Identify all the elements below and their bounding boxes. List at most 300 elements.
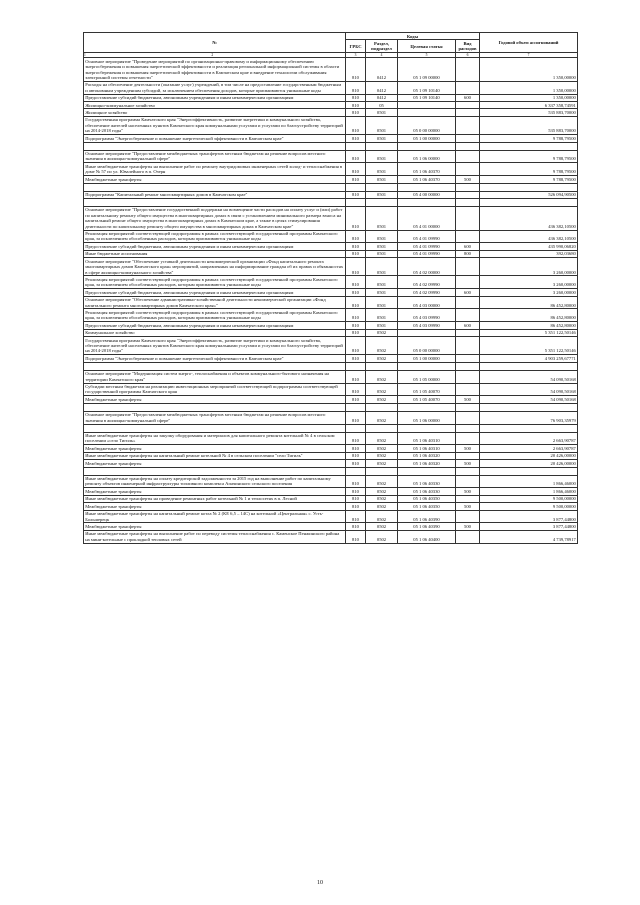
row-name: Иные межбюджетные трансферты на капитальный ремонт котельной № 4 в сельском поселении "село Тигиль" bbox=[84, 452, 346, 459]
row-razdel: 0501 bbox=[366, 206, 398, 230]
row-vid: 500 bbox=[456, 523, 480, 530]
table-row bbox=[84, 411, 578, 424]
row-grbs: 810 bbox=[346, 230, 366, 243]
table-row bbox=[84, 191, 578, 198]
row-name: Основное мероприятие "Предоставление межбюджетных трансфертов местным бюджетам на решение вопросов местного значения в жилищно-коммунальной сфере" bbox=[84, 411, 346, 424]
row-target: 05 1 06 40350 bbox=[398, 503, 456, 510]
row-amount: 9 788,79500 bbox=[480, 176, 578, 183]
row-amount: 2 663,90787 bbox=[480, 445, 578, 452]
row-grbs: 810 bbox=[346, 495, 366, 502]
row-razdel: 0502 bbox=[366, 460, 398, 467]
table-row bbox=[84, 109, 578, 116]
row-grbs: 810 bbox=[346, 530, 366, 543]
row-name: Реализация мероприятий соответствующей подпрограммы в рамках соответствующей государственной программы Камчатского края, за исключением обособленных расходов, которым присваиваются уникальные коды bbox=[84, 230, 346, 243]
row-target: 05 4 01 00000 bbox=[398, 206, 456, 230]
row-vid bbox=[456, 452, 480, 459]
row-target: 05 1 09 10140 bbox=[398, 94, 456, 101]
row-vid bbox=[456, 109, 480, 116]
row-grbs: 810 bbox=[346, 58, 366, 82]
row-name: Предоставление субсидий бюджетным, автономным учреждениям и иным некоммерческим организациям bbox=[84, 289, 346, 296]
row-target bbox=[398, 424, 456, 432]
colnum-6: 6 bbox=[456, 53, 480, 58]
row-name: Подпрограмма "Энергосбережение и повышение энергетической эффективности в Камчатском крае" bbox=[84, 135, 346, 142]
header-target: Целевая статья bbox=[398, 40, 456, 53]
row-grbs: 810 bbox=[346, 206, 366, 230]
table-row bbox=[84, 362, 578, 370]
table-row bbox=[84, 296, 578, 309]
row-target bbox=[398, 403, 456, 411]
row-amount: 9 500,00000 bbox=[480, 495, 578, 502]
row-razdel: 0502 bbox=[366, 370, 398, 383]
row-name: Основное мероприятие "Предоставление межбюджетных трансфертов местным бюджетам на решение вопросов местного значения в жилищно-коммунальной сфере" bbox=[84, 150, 346, 163]
row-razdel: 05 bbox=[366, 102, 398, 109]
row-razdel bbox=[366, 424, 398, 432]
row-razdel: 0502 bbox=[366, 503, 398, 510]
row-name bbox=[84, 183, 346, 191]
row-razdel: 0501 bbox=[366, 276, 398, 289]
row-vid bbox=[456, 81, 480, 94]
row-vid bbox=[456, 230, 480, 243]
row-name: Иные межбюджетные трансферты на выполнение работ по переводу системы теплоснабжения с. Каменское Пенжинского района на мини-котельные с прокладкой тепловых сетей bbox=[84, 530, 346, 543]
row-grbs: 810 bbox=[346, 475, 366, 488]
table-row bbox=[84, 206, 578, 230]
row-grbs: 810 bbox=[346, 370, 366, 383]
row-amount: 86 452,80000 bbox=[480, 296, 578, 309]
row-amount: 9 500,00000 bbox=[480, 503, 578, 510]
row-grbs: 810 bbox=[346, 258, 366, 276]
budget-table bbox=[83, 32, 578, 544]
row-grbs: 810 bbox=[346, 337, 366, 355]
row-name: Межбюджетные трансферты bbox=[84, 445, 346, 452]
table-row bbox=[84, 163, 578, 176]
row-amount bbox=[480, 467, 578, 475]
row-vid bbox=[456, 116, 480, 134]
row-razdel: 0502 bbox=[366, 488, 398, 495]
row-razdel: 0501 bbox=[366, 135, 398, 142]
row-amount: 1 350,00000 bbox=[480, 94, 578, 101]
row-amount: 4 903 259,67771 bbox=[480, 355, 578, 362]
colnum-7: 7 bbox=[480, 53, 578, 58]
row-razdel: 0501 bbox=[366, 258, 398, 276]
row-name: Подпрограмма "Энергосбережение и повышение энергетической эффективности в Камчатском крае" bbox=[84, 355, 346, 362]
row-razdel: 0501 bbox=[366, 230, 398, 243]
row-name: Основное мероприятие "Предоставление государственной поддержки на возмещение части расходов на оплату услуг и (или) работ по капитальному ремонту общего имущества в многоквартирных домах в связи с установлением минимального размера взноса на капитальный ремонт общего имущества в многоквартирных домах в Камчатском крае, а также в целях стимулирования деятельности по капитальному ремонту общего имущества в многоквартирных домах в Камчатском крае" bbox=[84, 206, 346, 230]
row-vid bbox=[456, 475, 480, 488]
row-target: 05 1 05 40070 bbox=[398, 383, 456, 396]
row-target: 05 1 00 00000 bbox=[398, 355, 456, 362]
row-target: 05 4 01 09990 bbox=[398, 250, 456, 257]
row-vid: 500 bbox=[456, 445, 480, 452]
row-razdel bbox=[366, 183, 398, 191]
row-vid bbox=[456, 510, 480, 523]
row-name: Предоставление субсидий бюджетным, автономным учреждениям и иным некоммерческим организациям bbox=[84, 243, 346, 250]
row-grbs: 810 bbox=[346, 383, 366, 396]
row-vid: 500 bbox=[456, 460, 480, 467]
row-amount: 5 351 122,50146 bbox=[480, 329, 578, 336]
table-row bbox=[84, 445, 578, 452]
table-row bbox=[84, 510, 578, 523]
row-grbs bbox=[346, 198, 366, 206]
row-target bbox=[398, 329, 456, 336]
row-vid bbox=[456, 135, 480, 142]
row-name: Предоставление субсидий бюджетным, автономным учреждениям и иным некоммерческим организациям bbox=[84, 322, 346, 329]
row-name: Основное мероприятие "Обеспечение уставной деятельности некоммерческой организации «Фонд капитального ремонта многоквартирных домов Камчатского края» мероприятий, направленных на информирование граждан об их правах и обязанностях в сфере жилищно-коммунального хозяйства" bbox=[84, 258, 346, 276]
row-razdel: 0502 bbox=[366, 452, 398, 459]
row-grbs bbox=[346, 362, 366, 370]
row-name: Межбюджетные трансферты bbox=[84, 523, 346, 530]
row-grbs: 810 bbox=[346, 355, 366, 362]
table-row bbox=[84, 258, 578, 276]
row-razdel: 0501 bbox=[366, 109, 398, 116]
row-amount bbox=[480, 142, 578, 150]
row-razdel bbox=[366, 362, 398, 370]
row-razdel bbox=[366, 198, 398, 206]
colnum-4: 4 bbox=[366, 53, 398, 58]
row-target: 05 1 06 40330 bbox=[398, 475, 456, 488]
row-target bbox=[398, 467, 456, 475]
row-target: 05 1 00 00000 bbox=[398, 135, 456, 142]
row-grbs: 810 bbox=[346, 329, 366, 336]
row-target: 05 1 09 00000 bbox=[398, 58, 456, 82]
row-grbs: 810 bbox=[346, 523, 366, 530]
table-row bbox=[84, 530, 578, 543]
row-razdel: 0502 bbox=[366, 475, 398, 488]
row-razdel: 0501 bbox=[366, 116, 398, 134]
table-row bbox=[84, 460, 578, 467]
row-razdel: 0501 bbox=[366, 250, 398, 257]
row-amount bbox=[480, 403, 578, 411]
table-row bbox=[84, 250, 578, 257]
table-row bbox=[84, 150, 578, 163]
row-name: Межбюджетные трансферты bbox=[84, 460, 346, 467]
row-name: Межбюджетные трансферты bbox=[84, 396, 346, 403]
table-row bbox=[84, 176, 578, 183]
row-target bbox=[398, 198, 456, 206]
row-vid: 600 bbox=[456, 322, 480, 329]
row-name: Основное мероприятие "Модернизация систем энерго-, теплоснабжения и объектов коммунального-бытового назначения на территории Камчатского края" bbox=[84, 370, 346, 383]
row-target: 05 1 06 40370 bbox=[398, 176, 456, 183]
row-amount bbox=[480, 362, 578, 370]
row-vid bbox=[456, 276, 480, 289]
row-vid: 600 bbox=[456, 243, 480, 250]
row-amount: 526 094,90500 bbox=[480, 191, 578, 198]
colnum-2: 2 bbox=[211, 53, 214, 58]
row-name bbox=[84, 424, 346, 432]
colnum-3: 3 bbox=[346, 53, 366, 58]
row-razdel: 0501 bbox=[366, 243, 398, 250]
row-grbs: 810 bbox=[346, 276, 366, 289]
row-target: 05 1 06 40320 bbox=[398, 452, 456, 459]
row-vid bbox=[456, 355, 480, 362]
table-row bbox=[84, 58, 578, 82]
table-row bbox=[84, 337, 578, 355]
table-row bbox=[84, 102, 578, 109]
row-name: Государственная программа Камчатского края "Энергоэффективность, развитие энергетики и коммунального хозяйства, обеспечение жителей населенных пунктов Камчатского края коммунальными услугами и услугами по благоустройству территорий на 2014-2018 годы" bbox=[84, 116, 346, 134]
row-razdel: 0501 bbox=[366, 322, 398, 329]
row-target: 05 1 06 40400 bbox=[398, 530, 456, 543]
table-row bbox=[84, 276, 578, 289]
row-target: 05 4 00 00000 bbox=[398, 191, 456, 198]
row-target: 05 1 05 00000 bbox=[398, 370, 456, 383]
row-amount: 3 877,44800 bbox=[480, 523, 578, 530]
row-vid bbox=[456, 495, 480, 502]
row-target bbox=[398, 109, 456, 116]
row-grbs: 810 bbox=[346, 452, 366, 459]
table-row bbox=[84, 488, 578, 495]
table-row bbox=[84, 383, 578, 396]
row-vid bbox=[456, 530, 480, 543]
row-amount: 3 260,00000 bbox=[480, 276, 578, 289]
row-name: Подпрограмма "Капитальный ремонт многоквартирных домов в Камчатском крае" bbox=[84, 191, 346, 198]
row-vid: 500 bbox=[456, 176, 480, 183]
header-annual: Годовой объем ассигнований bbox=[480, 33, 578, 53]
row-name: Основное мероприятие "Проведение мероприятий по организационно-правовому и информационному обеспечению энергосбережения и повышения энергетической эффективности и реализация региональной информационной системы в области энергосбережения и повышения энергетической эффективности в Камчатском крае и внедрение технологии обслуживания электронной системы отчетности" bbox=[84, 58, 346, 82]
row-vid bbox=[456, 150, 480, 163]
row-target: 05 1 06 00000 bbox=[398, 150, 456, 163]
row-razdel: 0502 bbox=[366, 337, 398, 355]
row-amount: 3 260,00000 bbox=[480, 289, 578, 296]
row-amount bbox=[480, 183, 578, 191]
row-razdel: 0502 bbox=[366, 329, 398, 336]
row-grbs bbox=[346, 183, 366, 191]
row-razdel bbox=[366, 467, 398, 475]
row-target: 05 1 06 40390 bbox=[398, 510, 456, 523]
table-row bbox=[84, 289, 578, 296]
row-target: 05 4 02 09990 bbox=[398, 289, 456, 296]
row-vid bbox=[456, 142, 480, 150]
row-vid bbox=[456, 183, 480, 191]
row-grbs: 810 bbox=[346, 309, 366, 322]
table-row bbox=[84, 370, 578, 383]
row-razdel bbox=[366, 403, 398, 411]
row-amount: 3 877,44800 bbox=[480, 510, 578, 523]
row-vid bbox=[456, 296, 480, 309]
row-razdel: 0412 bbox=[366, 81, 398, 94]
table-row bbox=[84, 142, 578, 150]
row-razdel: 0502 bbox=[366, 445, 398, 452]
row-amount: 20 426,00000 bbox=[480, 460, 578, 467]
page-number: 10 bbox=[317, 880, 323, 886]
row-vid bbox=[456, 58, 480, 82]
row-amount: 9 788,79500 bbox=[480, 163, 578, 176]
row-name bbox=[84, 142, 346, 150]
row-grbs bbox=[346, 142, 366, 150]
row-vid: 500 bbox=[456, 396, 480, 403]
row-name: Государственная программа Камчатского края "Энергоэффективность, развитие энергетики и коммунального хозяйства, обеспечение жителей населенных пунктов Камчатского края коммунальными услугами и услугами по благоустройству территорий на 2014-2018 годы" bbox=[84, 337, 346, 355]
row-target bbox=[398, 362, 456, 370]
row-razdel: 0502 bbox=[366, 530, 398, 543]
row-name: Иные межбюджетные трансферты на капитальный ремонт котла № 2 (КЕ 6,5 – 14С) на котельной «Центральная» с. Усть-Большерецк bbox=[84, 510, 346, 523]
row-target: 05 1 06 40390 bbox=[398, 523, 456, 530]
row-grbs: 810 bbox=[346, 102, 366, 109]
row-target bbox=[398, 142, 456, 150]
row-name: Иные межбюджетные трансферты на проведение ремонтных работ котельной № 1 и теплосетях в п. Лесной bbox=[84, 495, 346, 502]
row-amount: 54 090,50168 bbox=[480, 396, 578, 403]
row-target: 05 1 06 40310 bbox=[398, 445, 456, 452]
row-amount: 535 883,70000 bbox=[480, 116, 578, 134]
row-name: Иные межбюджетные трансферты на закупку оборудования и материалов для капитального ремонта котельной № 4 в сельском поселении «село Тигиль» bbox=[84, 432, 346, 445]
row-vid bbox=[456, 370, 480, 383]
row-target: 05 4 01 09990 bbox=[398, 243, 456, 250]
row-amount: 9 788,79500 bbox=[480, 135, 578, 142]
row-target: 05 1 06 00000 bbox=[398, 411, 456, 424]
row-target: 05 4 02 09990 bbox=[398, 276, 456, 289]
header-number: № bbox=[84, 33, 346, 53]
colnum-1: 1 2 bbox=[84, 53, 346, 58]
row-razdel: 0501 bbox=[366, 191, 398, 198]
row-grbs: 810 bbox=[346, 488, 366, 495]
row-vid: 600 bbox=[456, 289, 480, 296]
row-name: Жилищно-коммунальное хозяйство bbox=[84, 102, 346, 109]
row-name: Иные бюджетные ассигнования bbox=[84, 250, 346, 257]
row-target: 05 4 02 00000 bbox=[398, 258, 456, 276]
row-vid: 600 bbox=[456, 94, 480, 101]
colnum-5: 5 bbox=[398, 53, 456, 58]
row-vid: 500 bbox=[456, 488, 480, 495]
row-target: 05 1 06 40350 bbox=[398, 495, 456, 502]
row-vid bbox=[456, 309, 480, 322]
row-vid bbox=[456, 432, 480, 445]
header-codes: Коды bbox=[346, 33, 480, 40]
row-razdel: 0502 bbox=[366, 396, 398, 403]
row-vid bbox=[456, 467, 480, 475]
row-amount: 6 337 358,74591 bbox=[480, 102, 578, 109]
row-grbs: 810 bbox=[346, 109, 366, 116]
row-grbs bbox=[346, 403, 366, 411]
row-vid bbox=[456, 411, 480, 424]
row-vid bbox=[456, 329, 480, 336]
table-row bbox=[84, 94, 578, 101]
row-target: 05 1 06 40310 bbox=[398, 432, 456, 445]
row-amount bbox=[480, 424, 578, 432]
row-razdel: 0412 bbox=[366, 94, 398, 101]
table-row bbox=[84, 322, 578, 329]
row-grbs: 810 bbox=[346, 163, 366, 176]
row-amount: 1 350,00000 bbox=[480, 81, 578, 94]
row-amount: 20 426,00000 bbox=[480, 452, 578, 459]
row-target: 05 4 03 09990 bbox=[398, 322, 456, 329]
row-target: 05 1 06 40370 bbox=[398, 163, 456, 176]
table-row bbox=[84, 309, 578, 322]
row-grbs: 810 bbox=[346, 135, 366, 142]
row-razdel: 0502 bbox=[366, 495, 398, 502]
row-amount: 436 382,10500 bbox=[480, 230, 578, 243]
row-razdel: 0501 bbox=[366, 296, 398, 309]
row-name: Иные межбюджетные трансферты на оплату кредиторской задолженности за 2015 год на выполнение работ по капитальному ремонту объектов инженерной инфраструктуры топливного комплекса Апачинского сельского поселения bbox=[84, 475, 346, 488]
row-razdel: 0501 bbox=[366, 150, 398, 163]
row-name: Реализация мероприятий соответствующей подпрограммы в рамках соответствующей государственной программы Камчатского края, за исключением обособленных расходов, которым присваиваются уникальные коды bbox=[84, 309, 346, 322]
row-grbs: 810 bbox=[346, 250, 366, 257]
row-amount: 4 739,78917 bbox=[480, 530, 578, 543]
table-row bbox=[84, 503, 578, 510]
row-name: Межбюджетные трансферты bbox=[84, 488, 346, 495]
row-vid: 500 bbox=[456, 503, 480, 510]
row-name bbox=[84, 198, 346, 206]
row-razdel: 0501 bbox=[366, 309, 398, 322]
table-row bbox=[84, 355, 578, 362]
row-target bbox=[398, 102, 456, 109]
row-grbs bbox=[346, 424, 366, 432]
row-amount: 9 788,79500 bbox=[480, 150, 578, 163]
table-row bbox=[84, 452, 578, 459]
row-target: 05 0 00 00000 bbox=[398, 116, 456, 134]
table-row bbox=[84, 523, 578, 530]
row-target: 05 1 09 10140 bbox=[398, 81, 456, 94]
row-name: Реализация мероприятий соответствующей подпрограммы в рамках соответствующей государственной программы Камчатского края, за исключением обособленных расходов, которым присваиваются уникальные коды bbox=[84, 276, 346, 289]
row-grbs: 810 bbox=[346, 460, 366, 467]
table-row bbox=[84, 135, 578, 142]
row-amount: 5 351 122,50146 bbox=[480, 337, 578, 355]
row-razdel: 0501 bbox=[366, 163, 398, 176]
table-body bbox=[84, 53, 578, 543]
row-amount: 436 382,10500 bbox=[480, 206, 578, 230]
row-grbs: 810 bbox=[346, 510, 366, 523]
row-grbs: 810 bbox=[346, 289, 366, 296]
header-grbs: ГРБС bbox=[346, 40, 366, 53]
row-grbs: 810 bbox=[346, 503, 366, 510]
row-vid bbox=[456, 258, 480, 276]
row-vid bbox=[456, 383, 480, 396]
row-vid: 800 bbox=[456, 250, 480, 257]
table-row bbox=[84, 243, 578, 250]
row-name: Коммунальное хозяйство bbox=[84, 329, 346, 336]
row-razdel: 0502 bbox=[366, 355, 398, 362]
table-row bbox=[84, 475, 578, 488]
row-amount: 535 883,70000 bbox=[480, 109, 578, 116]
row-razdel: 0502 bbox=[366, 432, 398, 445]
row-vid bbox=[456, 424, 480, 432]
row-razdel: 0412 bbox=[366, 58, 398, 82]
row-razdel: 0502 bbox=[366, 510, 398, 523]
row-target bbox=[398, 183, 456, 191]
row-grbs: 810 bbox=[346, 322, 366, 329]
row-vid bbox=[456, 206, 480, 230]
row-grbs: 810 bbox=[346, 243, 366, 250]
row-name: Межбюджетные трансферты bbox=[84, 176, 346, 183]
row-amount: 86 452,80000 bbox=[480, 309, 578, 322]
row-grbs: 810 bbox=[346, 396, 366, 403]
row-name: Расходы на обеспечение деятельности (оказание услуг) учреждений, в том числе на предоставление государственным бюджетным и автономным учреждениям субсидий, за исключением обеспечения доходов, которые присваиваются уникальные коды bbox=[84, 81, 346, 94]
row-target: 05 1 05 40070 bbox=[398, 396, 456, 403]
row-name bbox=[84, 362, 346, 370]
row-target: 05 4 03 00000 bbox=[398, 296, 456, 309]
row-grbs: 810 bbox=[346, 191, 366, 198]
table-row bbox=[84, 467, 578, 475]
row-amount: 76 903,35979 bbox=[480, 411, 578, 424]
row-name: Основное мероприятие "Обеспечение административно-хозяйственной деятельности некоммерческой организации «Фонд капитального ремонта многоквартирных домов Камчатского края»" bbox=[84, 296, 346, 309]
row-name bbox=[84, 467, 346, 475]
row-amount: 1 866,46000 bbox=[480, 488, 578, 495]
row-amount: 392,03680 bbox=[480, 250, 578, 257]
row-razdel: 0502 bbox=[366, 383, 398, 396]
row-grbs bbox=[346, 467, 366, 475]
header-vid: Вид расходов bbox=[456, 40, 480, 53]
row-name: Иные межбюджетные трансферты на выполнение работ по ремонту внутридомовых инженерных сетей холод- и теплоснабжения в доме № 57 по ул. Ювалейного в п. Озерн bbox=[84, 163, 346, 176]
row-razdel: 0501 bbox=[366, 289, 398, 296]
row-name bbox=[84, 403, 346, 411]
row-amount: 54 090,50168 bbox=[480, 370, 578, 383]
row-amount: 435 990,06820 bbox=[480, 243, 578, 250]
row-grbs: 810 bbox=[346, 411, 366, 424]
row-target: 05 4 03 09990 bbox=[398, 309, 456, 322]
row-amount: 1 866,46000 bbox=[480, 475, 578, 488]
row-grbs: 810 bbox=[346, 296, 366, 309]
row-amount bbox=[480, 198, 578, 206]
row-target: 05 1 06 40320 bbox=[398, 460, 456, 467]
row-target: 05 4 01 09990 bbox=[398, 230, 456, 243]
row-vid bbox=[456, 163, 480, 176]
row-vid bbox=[456, 337, 480, 355]
